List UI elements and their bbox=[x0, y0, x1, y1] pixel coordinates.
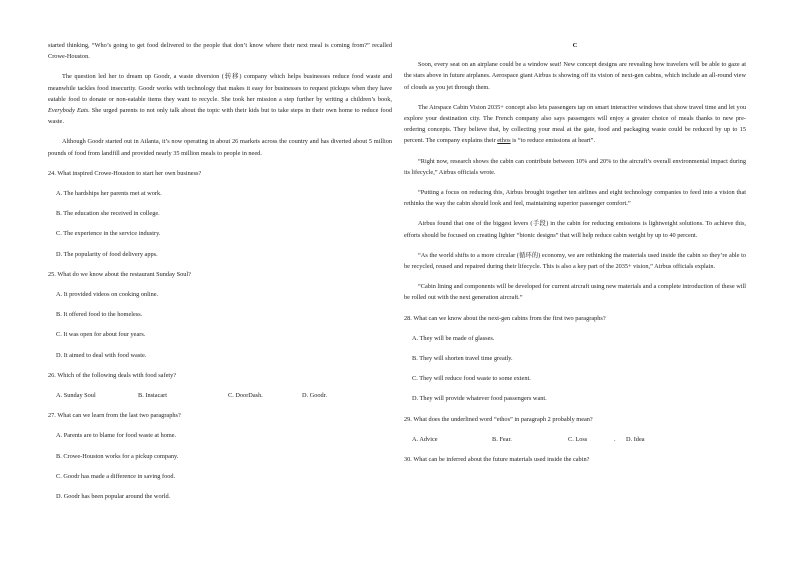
option: B. Crowe-Houston works for a pickup company. bbox=[56, 452, 179, 460]
text: . She urged parents to not only talk about the topic with their kids but to take steps in their own home to reduce food waste. bbox=[48, 107, 392, 126]
option: B. Fear. bbox=[492, 435, 512, 443]
question-28: 28. What can we know about the next-gen cabins from the first two paragraphs? bbox=[404, 314, 606, 322]
right-column bbox=[404, 40, 746, 474]
option: A. They will be made of glasses. bbox=[412, 334, 495, 342]
paragraph: Although Goodr started out in Atlanta, it’s now operating in about 26 markets across the country and has diverted about 5 million pounds of food from landfill and provided nearly 35 million meals to people in need. bbox=[48, 138, 392, 157]
paragraph: “Right now, research shows the cabin can contribute between 10% and 20% to the aircraft’s overall environmental impact during its lifecycle,” Airbus officials wrote. bbox=[404, 157, 746, 176]
paragraph: “As the world shifts to a more circular (循环的) economy, we are rethinking the materials used inside the cabin so they’re able to be recycled, reused and repaired during their lifecycle. This is also a key part of the 2035+ vision,” Airbus officials explain. bbox=[404, 251, 746, 271]
text: The question led her to dream up Goodr, a waste diversion (转移) company which helps businesses reduce food waste and meanwhile tackles food insecurity. Goodr works with technology that makes it easy for businesses to request pickups when they have eatable food to donate or non-eatable items they want to recycle. She took her mission a step further by writing a children’s book, bbox=[48, 73, 392, 103]
option: A. Parents are to blame for food waste at home. bbox=[56, 432, 177, 440]
book-title: Everybody Eats bbox=[48, 107, 89, 115]
paragraph: “Cabin lining and components will be developed for current aircraft using new materials and a complete introduction of these will be rolled out with the next generation aircraft.” bbox=[404, 283, 746, 302]
question-26: 26. Which of the following deals with food safety? bbox=[48, 371, 177, 379]
option: C. DoorDash. bbox=[228, 392, 263, 400]
section-heading: C bbox=[572, 42, 578, 49]
stray-mark: . bbox=[614, 435, 616, 443]
option: A. It provided videos on cooking online. bbox=[56, 291, 159, 299]
text: The Airspace Cabin Vision 2035+ concept also lets passengers tap on smart interactive windows that show travel time and let you explore your destination city. The French company also says passengers will enjoy a greater choice of meals thanks to new pre-ordering concepts. They believe that, by collecting your meal at the gate, food and packaging waste could be reduced by up to 15 percent. The company explains their bbox=[404, 103, 746, 145]
option: D. Idea bbox=[626, 435, 645, 443]
option: D. They will provide whatever food passengers want. bbox=[412, 395, 547, 403]
question-30: 30. What can be inferred about the future materials used inside the cabin? bbox=[404, 456, 590, 464]
options-row bbox=[412, 434, 746, 445]
option: C. Loss bbox=[568, 435, 588, 443]
option: D. It aimed to deal with food waste. bbox=[56, 351, 147, 359]
paragraph: “Putting a focus on reducing this, Airbus brought together ten airlines and eight technology companies to feed into a vision that rethinks the way the cabin should look and feel, maintaining superior passenger comfort.” bbox=[404, 189, 746, 208]
paragraph: Airbus found that one of the biggest levers (手段) in the cabin for reducing emissions is lightweight solutions. To achieve this, efforts should be focused on creating lighter “bionic designs” that will help reduce cabin weight by up to 40 percent. bbox=[404, 220, 746, 239]
paragraph bbox=[404, 102, 746, 147]
question-24: 24. What inspired Crowe-Houston to start her own business? bbox=[48, 169, 202, 177]
paragraph: Soon, every seat on an airplane could be a window seat! New concept designs are revealing how travelers will be able to gaze at the stars above in future airplanes. Aerospace giant Airbus is showing off its vision of next-gen cabins, which include an all-round view of clouds as you jet through them. bbox=[404, 61, 746, 91]
option: D. The popularity of food delivery apps. bbox=[56, 250, 158, 258]
question-27: 27. What can we learn from the last two paragraphs? bbox=[48, 412, 181, 420]
option: D. Goodr has been popular around the world. bbox=[56, 493, 171, 501]
underlined-word: ethos bbox=[497, 137, 511, 145]
option: C. Goodr has made a difference in saving food. bbox=[56, 472, 176, 480]
option: A. The hardships her parents met at work. bbox=[56, 190, 162, 198]
left-column bbox=[48, 40, 392, 511]
option: B. They will shorten travel time greatly. bbox=[412, 355, 513, 363]
options-row bbox=[56, 390, 392, 401]
option: C. The experience in the service industry. bbox=[56, 230, 161, 238]
option: B. It offered food to the homeless. bbox=[56, 311, 143, 319]
question-25: 25. What do we know about the restaurant Sunday Soul? bbox=[48, 270, 191, 278]
option: A. Sunday Soul bbox=[56, 392, 96, 400]
option: B. The education she received in college. bbox=[56, 210, 160, 218]
question-29: 29. What does the underlined word “ethos” in paragraph 2 probably mean? bbox=[404, 415, 593, 423]
option: B. Instacart bbox=[138, 392, 168, 400]
paragraph bbox=[48, 71, 392, 127]
option: A. Advice bbox=[412, 435, 438, 443]
paragraph: started thinking, “Who’s going to get food delivered to the people that don’t know where their next meal is coming from?” recalled Crowe-Houston. bbox=[48, 42, 392, 61]
text: is “to reduce emissions at heart”. bbox=[510, 137, 596, 145]
option: D. Goodr. bbox=[302, 392, 328, 400]
option: C. It was open for about four years. bbox=[56, 331, 146, 339]
option: C. They will reduce food waste to some extent. bbox=[412, 375, 531, 383]
